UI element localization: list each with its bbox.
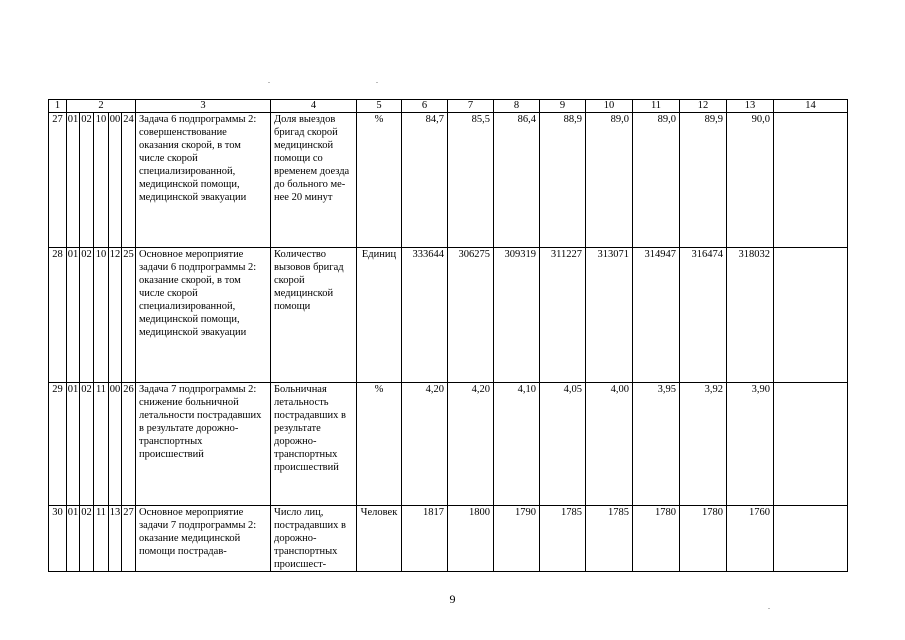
header-cell: 11 xyxy=(633,100,680,113)
indicator-cell: Больничная летальность пострадавших в результате дорожно-транспортных происшествий xyxy=(271,383,357,506)
header-cell: 5 xyxy=(357,100,402,113)
page-number: 9 xyxy=(449,592,456,606)
value-cell: 3,90 xyxy=(727,383,774,506)
value-cell: 333644 xyxy=(402,248,448,383)
indicators-table xyxy=(48,99,848,572)
value-cell: 84,7 xyxy=(402,113,448,248)
header-cell: 4 xyxy=(271,100,357,113)
table-row xyxy=(49,506,848,572)
value-cell: 314947 xyxy=(633,248,680,383)
code-cell: 26 xyxy=(122,383,136,506)
value-cell: 1800 xyxy=(448,506,494,572)
value-cell: 309319 xyxy=(494,248,540,383)
code-cell: 27 xyxy=(122,506,136,572)
table-row xyxy=(49,113,848,248)
header-cell: 8 xyxy=(494,100,540,113)
name-cell: Задача 6 подпрограммы 2: совершенствование оказания скорой, в том числе скорой специализированной, медицинской помощи, медицинской эвакуации xyxy=(136,113,271,248)
header-cell: 2 xyxy=(67,100,136,113)
value-cell: 1790 xyxy=(494,506,540,572)
value-cell: 306275 xyxy=(448,248,494,383)
value-cell: 90,0 xyxy=(727,113,774,248)
code-cell: 02 xyxy=(80,383,94,506)
header-row xyxy=(49,100,848,113)
code-cell: 00 xyxy=(109,383,122,506)
name-cell: Основное мероприятие задачи 7 подпрограммы 2: оказание медицинской помощи пострадав- xyxy=(136,506,271,572)
row-number-cell: 28 xyxy=(49,248,67,383)
value-cell: 316474 xyxy=(680,248,727,383)
code-cell: 11 xyxy=(94,506,109,572)
value-cell: 4,10 xyxy=(494,383,540,506)
code-cell: 12 xyxy=(109,248,122,383)
row-number-cell: 30 xyxy=(49,506,67,572)
value-cell: 313071 xyxy=(586,248,633,383)
value-cell: 1760 xyxy=(727,506,774,572)
header-cell: 7 xyxy=(448,100,494,113)
code-cell: 01 xyxy=(67,383,80,506)
note-cell xyxy=(774,506,848,572)
header-cell: 3 xyxy=(136,100,271,113)
value-cell: 4,20 xyxy=(448,383,494,506)
value-cell: 1780 xyxy=(680,506,727,572)
unit-cell: Единиц xyxy=(357,248,402,383)
header-cell: 13 xyxy=(727,100,774,113)
value-cell: 89,0 xyxy=(586,113,633,248)
code-cell: 02 xyxy=(80,506,94,572)
header-cell: 14 xyxy=(774,100,848,113)
value-cell: 4,00 xyxy=(586,383,633,506)
value-cell: 86,4 xyxy=(494,113,540,248)
value-cell: 1817 xyxy=(402,506,448,572)
value-cell: 89,0 xyxy=(633,113,680,248)
indicator-cell: Количество вызовов бригад скорой медицинской помощи xyxy=(271,248,357,383)
code-cell: 02 xyxy=(80,248,94,383)
row-number-cell: 29 xyxy=(49,383,67,506)
value-cell: 3,95 xyxy=(633,383,680,506)
code-cell: 01 xyxy=(67,506,80,572)
unit-cell: % xyxy=(357,113,402,248)
table-row xyxy=(49,383,848,506)
code-cell: 01 xyxy=(67,113,80,248)
name-cell: Задача 7 подпрограммы 2: снижение больничной летальности пострадавших в результате дорожно-транспортных происшествий xyxy=(136,383,271,506)
code-cell: 02 xyxy=(80,113,94,248)
code-cell: 25 xyxy=(122,248,136,383)
value-cell: 88,9 xyxy=(540,113,586,248)
note-cell xyxy=(774,383,848,506)
value-cell: 1785 xyxy=(586,506,633,572)
value-cell: 3,92 xyxy=(680,383,727,506)
header-cell: 12 xyxy=(680,100,727,113)
value-cell: 1785 xyxy=(540,506,586,572)
value-cell: 4,20 xyxy=(402,383,448,506)
header-cell: 10 xyxy=(586,100,633,113)
value-cell: 89,9 xyxy=(680,113,727,248)
value-cell: 318032 xyxy=(727,248,774,383)
code-cell: 24 xyxy=(122,113,136,248)
code-cell: 01 xyxy=(67,248,80,383)
value-cell: 1780 xyxy=(633,506,680,572)
code-cell: 13 xyxy=(109,506,122,572)
indicator-cell: Число лиц, пострадавших в дорожно-транспортных происшест- xyxy=(271,506,357,572)
note-cell xyxy=(774,248,848,383)
value-cell: 85,5 xyxy=(448,113,494,248)
header-cell: 9 xyxy=(540,100,586,113)
note-cell xyxy=(774,113,848,248)
unit-cell: Человек xyxy=(357,506,402,572)
row-number-cell: 27 xyxy=(49,113,67,248)
value-cell: 311227 xyxy=(540,248,586,383)
code-cell: 11 xyxy=(94,383,109,506)
indicator-cell: Доля выездов бригад скорой медицинской помощи со временем доезда до больного ме-нее 20 минут xyxy=(271,113,357,248)
code-cell: 00 xyxy=(109,113,122,248)
table-row xyxy=(49,248,848,383)
name-cell: Основное мероприятие задачи 6 подпрограммы 2: оказание скорой, в том числе скорой специализированной, медицинской помощи, медицинской эвакуации xyxy=(136,248,271,383)
value-cell: 4,05 xyxy=(540,383,586,506)
header-cell: 6 xyxy=(402,100,448,113)
header-cell: 1 xyxy=(49,100,67,113)
code-cell: 10 xyxy=(94,113,109,248)
code-cell: 10 xyxy=(94,248,109,383)
unit-cell: % xyxy=(357,383,402,506)
